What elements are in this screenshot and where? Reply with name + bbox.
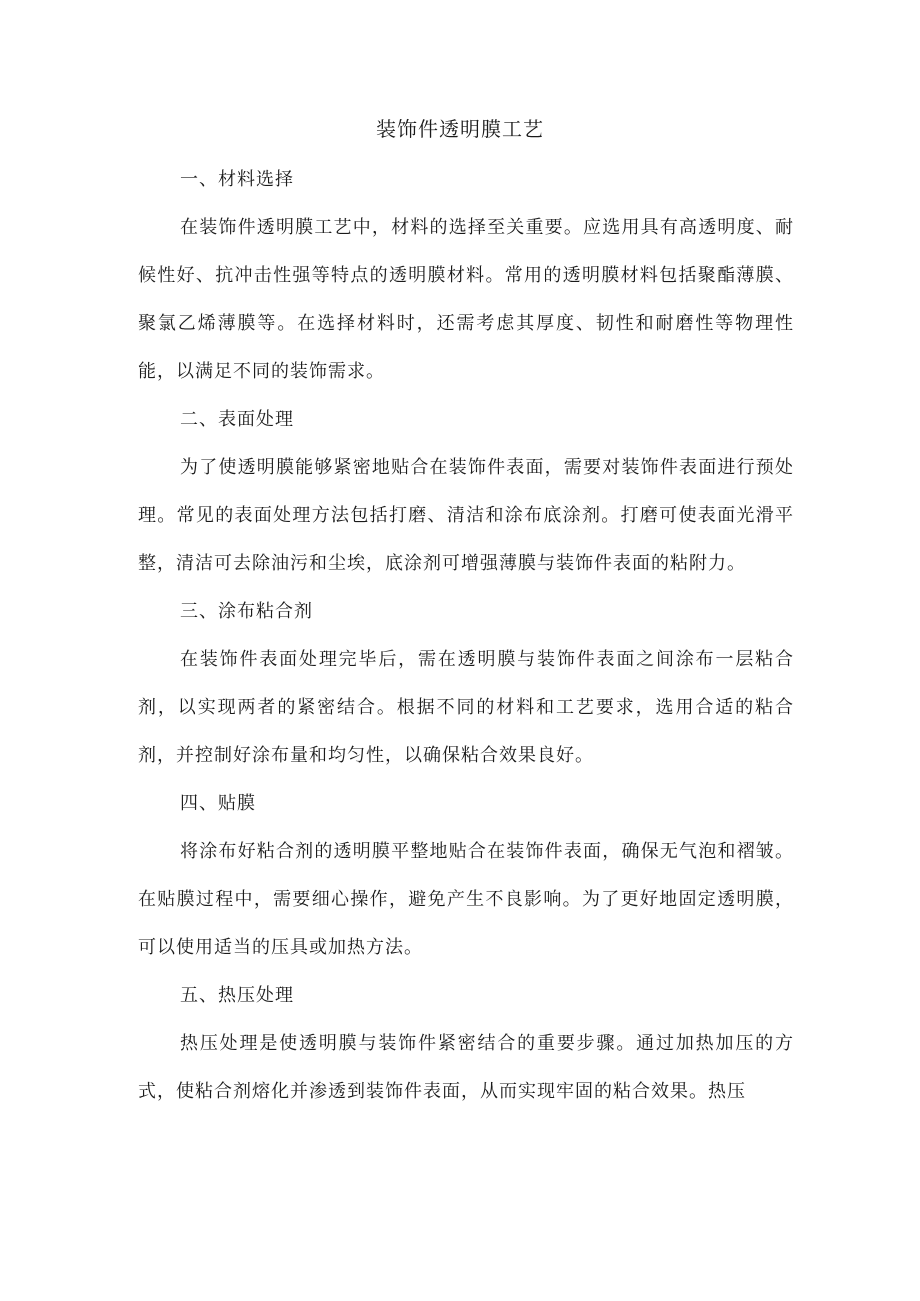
section-heading-materials: 一、材料选择 xyxy=(180,169,294,190)
section-heading-film-application: 四、贴膜 xyxy=(180,793,256,814)
section-paragraph-film-application: 将涂布好粘合剂的透明膜平整地贴合在装饰件表面，确保无气泡和褶皱。在贴膜过程中，需要细心操作，避免产生不良影响。为了更好地固定透明膜，可以使用适当的压具或加热方法。 xyxy=(138,841,794,958)
section-heading-hot-pressing: 五、热压处理 xyxy=(180,985,294,1006)
document-body xyxy=(138,156,794,1116)
section-heading-adhesive-coating: 三、涂布粘合剂 xyxy=(180,601,313,622)
section-paragraph-surface-treatment: 为了使透明膜能够紧密地贴合在装饰件表面，需要对装饰件表面进行预处理。常见的表面处理方法包括打磨、清洁和涂布底涂剂。打磨可使表面光滑平整，清洁可去除油污和尘埃，底涂剂可增强薄膜与装饰件表面的粘附力。 xyxy=(138,457,794,574)
document-title: 装饰件透明膜工艺 xyxy=(376,117,544,141)
section-paragraph-adhesive-coating: 在装饰件表面处理完毕后，需在透明膜与装饰件表面之间涂布一层粘合剂，以实现两者的紧密结合。根据不同的材料和工艺要求，选用合适的粘合剂，并控制好涂布量和均匀性，以确保粘合效果良好。 xyxy=(138,649,794,766)
section-heading-surface-treatment: 二、表面处理 xyxy=(180,409,294,430)
section-paragraph-materials: 在装饰件透明膜工艺中，材料的选择至关重要。应选用具有高透明度、耐候性好、抗冲击性强等特点的透明膜材料。常用的透明膜材料包括聚酯薄膜、聚氯乙烯薄膜等。在选择材料时，还需考虑其厚度、韧性和耐磨性等物理性能，以满足不同的装饰需求。 xyxy=(138,217,794,382)
section-paragraph-hot-pressing: 热压处理是使透明膜与装饰件紧密结合的重要步骤。通过加热加压的方式，使粘合剂熔化并渗透到装饰件表面，从而实现牢固的粘合效果。热压 xyxy=(138,1033,794,1102)
